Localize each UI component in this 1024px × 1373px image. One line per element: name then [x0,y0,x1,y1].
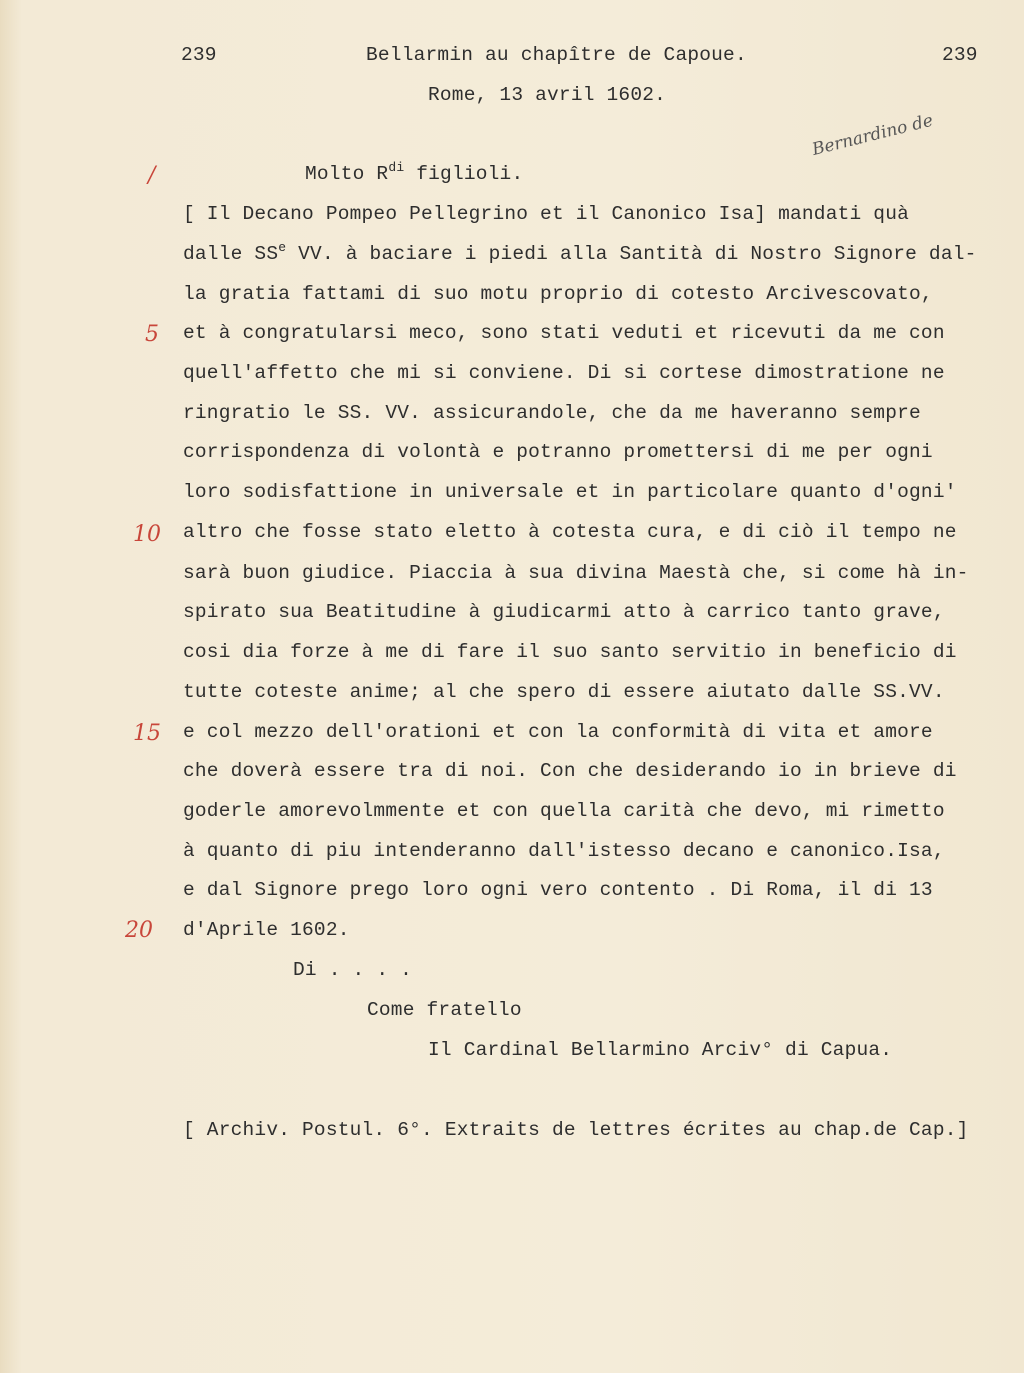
body-line-15: che doverà essere tra di noi. Con che desiderando io in brieve di [183,760,957,782]
salutation-suffix: figlioli. [404,163,524,185]
body-line-12: cosi dia forze à me di fare il suo santo servitio in beneficio di [183,641,957,663]
body-line-2-start: dalle SS [183,243,279,265]
letter-date: Rome, 13 avril 1602. [428,84,667,106]
margin-mark-10: 10 [133,522,161,547]
body-line-2 [183,240,977,265]
page-title: Bellarmin au chapître de Capoue. [366,44,747,66]
closing-di: Di . . . . [293,959,413,981]
body-line-14: e col mezzo dell'orationi et con la conformità di vita et amore [183,721,933,743]
body-line-18: e dal Signore prego loro ogni vero contento . Di Roma, il di 13 [183,879,933,901]
body-line-4: et à congratularsi meco, sono stati veduti et ricevuti da me con [183,322,945,344]
body-line-17: à quanto di piu intenderanno dall'istesso decano e canonico.Isa, [183,840,945,862]
margin-mark-5: 5 [145,322,159,347]
body-line-5: quell'affetto che mi si conviene. Di si cortese dimostratione ne [183,362,945,384]
body-line-1: [ Il Decano Pompeo Pellegrino et il Canonico Isa] mandati quà [183,203,910,225]
salutation-sup: di [388,160,405,175]
body-line-19: d'Aprile 1602. [183,919,350,941]
body-line-9: altro che fosse stato eletto à cotesta cura, e di ciò il tempo ne [183,521,957,543]
margin-mark-1: / [148,163,156,188]
body-line-7: corrispondenza di volontà e potranno promettersi di me per ogni [183,441,933,463]
handwritten-annotation: Bernardino de [810,110,936,160]
margin-mark-20: 20 [125,918,153,943]
body-line-13: tutte coteste anime; al che spero di essere aiutato dalle SS.VV. [183,681,945,703]
signature: Il Cardinal Bellarmino Arciv° di Capua. [428,1039,893,1061]
body-line-2-sup: e [278,240,287,255]
archive-reference: [ Archiv. Postul. 6°. Extraits de lettres écrites au chap.de Cap.] [183,1119,969,1141]
closing-come-fratello: Come fratello [367,999,522,1021]
body-line-8: loro sodisfattione in universale et in particolare quanto d'ogni' [183,481,957,503]
body-line-2-rest: VV. à baciare i piedi alla Santità di Nostro Signore dal- [286,243,977,265]
body-line-3: la gratia fattami di suo motu proprio di cotesto Arcivescovato, [183,283,933,305]
salutation-prefix: Molto R [305,163,389,185]
page-number-left: 239 [181,44,217,66]
margin-mark-15: 15 [133,721,161,746]
body-line-10: sarà buon giudice. Piaccia à sua divina Maestà che, si come hà in- [183,562,969,584]
salutation [305,160,524,185]
body-line-6: ringratio le SS. VV. assicurandole, che da me haveranno sempre [183,402,921,424]
body-line-11: spirato sua Beatitudine à giudicarmi atto à carrico tanto grave, [183,601,945,623]
body-line-16: goderle amorevolmmente et con quella carità che devo, mi rimetto [183,800,945,822]
page-number-right: 239 [942,44,978,66]
